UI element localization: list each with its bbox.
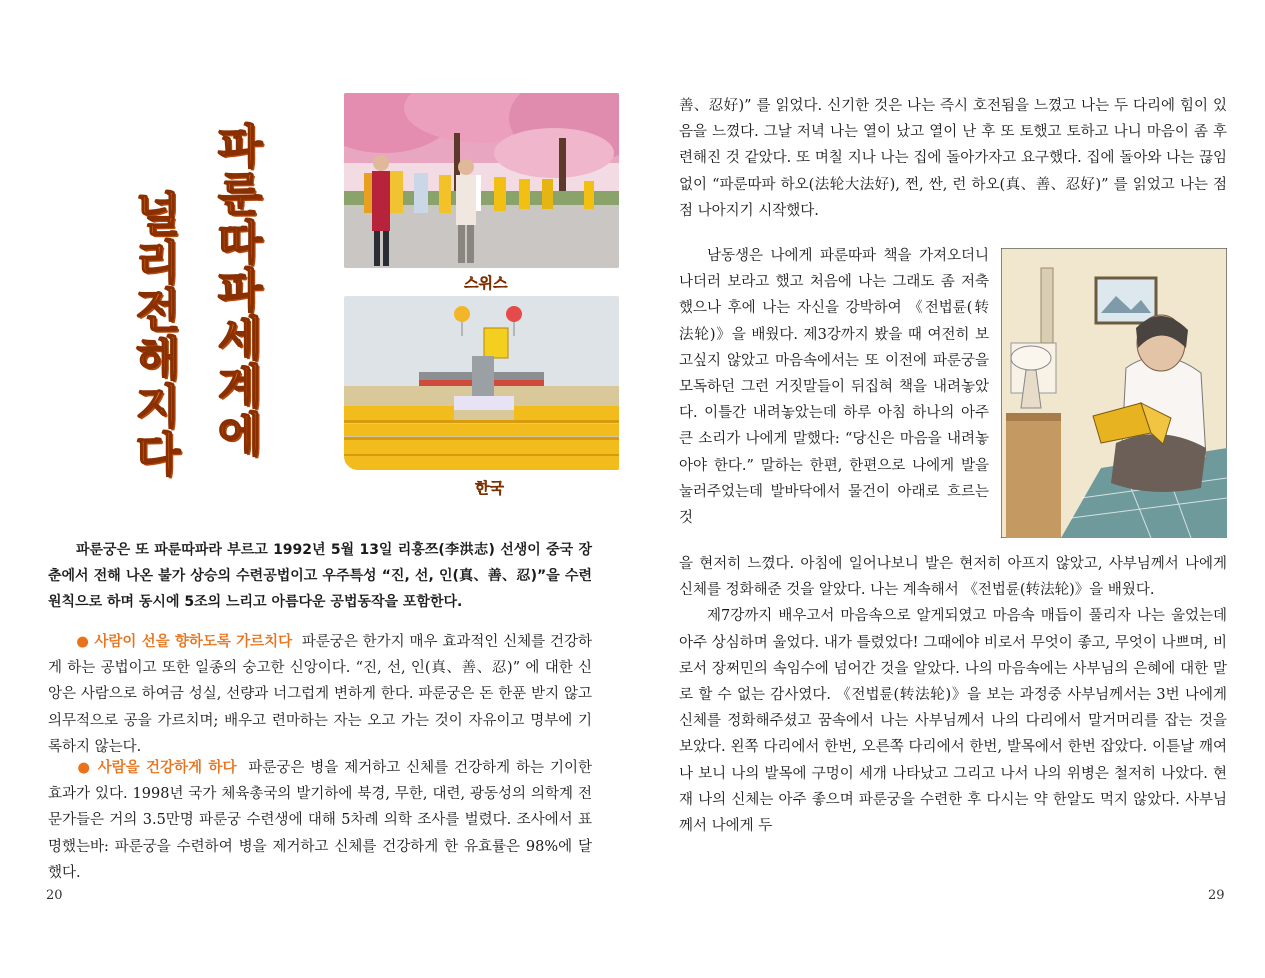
korea-photo (344, 296, 619, 470)
page-number-left: 20 (46, 888, 63, 903)
story-last-text: 제7강까지 배우고서 마음속으로 알게되였고 마음속 매듭이 풀리자 나는 울었는데 아주 상심하며 울었다. 내가 틀렸었다! 그때에야 비로서 무엇이 좋고, 무엇이 나쁘며, 비로서 장쩌민의 속임수에 넘어간 것을 알았다. 나의 마음속에는 사부님의 은혜에 대한 말로 할 수 없는 감사였다. 《전법륜(转法轮)》을 보는 과정중 사부님께서는 3번 나에게 신체를 정화해주셨고 꿈속에서 나는 사부님께서 나의 다리에서 말거머리를 잡는 것을 보았다. 왼쪽 다리에서 한번, 오른쪽 다리에서 한번, 발목에서 한번 잡았다. 이튿날 깨여나 보니 나의 발목에 구멍이 세개 나타났고 그리고 나서 나의 위병은 철저히 나았다. 현재 나의 신체는 아주 좋으며 파룬궁을 수련한 후 다시는 약 한알도 먹지 않았다. 사부님께서 나에게 두 (679, 608, 1227, 835)
bullet-icon: ● (76, 759, 98, 776)
section1-text: 파룬궁은 한가지 매우 효과적인 신체를 건강하게 하는 공법이고 또한 일종의 숭고한 신앙이다. “진, 선, 인(真、善、忍)” 에 대한 신앙은 사람으로 하여금 성실, 선량과 너그럽게 변하게 한다. 파룬궁은 돈 한푼 받지 않고 의무적으로 공을 가르치며; 배우고 련마하는 자는 오고 가는 것이 자유이고 명부에 기록하지 않는다. (48, 634, 593, 755)
switzerland-caption: 스위스 (464, 274, 508, 292)
title-line-2: 널리전해지다 (128, 190, 182, 478)
switzerland-photo (344, 93, 619, 268)
story-paragraph-top: 善、忍好)” 를 읽었다. 신기한 것은 나는 즉시 호전됨을 느꼈고 나는 두 다리에 힘이 있음을 느꼈다. 그날 저녁 나는 열이 났고 열이 난 후 또 토했고 토하고 나니 마음이 좀 후련해진 것 같았다. 또 며칠 지나 나는 집에 돌아가자고 요구했다. 집에 돌아와 나는 끊임없이 “파룬따파 하오(法轮大法好), 쩐, 싼, 런 하오(真、善、忍好)” 를 읽었고 나는 점점 나아지기 시작했다. (679, 98, 1227, 219)
right-page (633, 0, 1265, 978)
page-number-right: 29 (1208, 888, 1225, 903)
korea-caption: 한국 (475, 479, 504, 497)
story-continue-text: 을 현저히 느꼈다. 아침에 일어나보니 발은 현저히 아프지 않았고, 사부님께서 나에게 신체를 정화해준 것을 알았다. 나는 계속해서 《전법륜(转法轮)》을 배웠다. (679, 556, 1227, 599)
section-health (48, 755, 592, 886)
section2-text: 파룬궁은 병을 제거하고 신체를 건강하게 하는 기이한 효과가 있다. 1998년 국가 체육총국의 발기하에 북경, 무한, 대련, 광동성의 의학계 전문가들은 거의 3.5만명 파룬궁 수련생에 대해 5차례 의학 조사를 벌렸다. 조사에서 표명했는바: 파룬궁을 수련하여 병을 제거하고 신체를 건강하게 한 유효률은 98%에 달했다. (48, 760, 593, 881)
story-beside-text: 남동생은 나에게 파룬따파 책을 가져오더니 나더러 보라고 했고 처음에 나는 그래도 좀 저축했으나 후에 나는 자신을 강박하여 《전법륜(转法轮)》을 배웠다. 제3강까지 봤을 때 여전히 보고싶지 않았고 마음속에서는 또 이전에 파룬궁을 모독하던 그런 거짓말들이 뒤집혀 책을 내려놓았다. 이틀간 내려놓았는데 하루 아침 하나의 아주 큰 소리가 나에게 말했다: “당신은 마음을 내려놓아야 한다.” 말하는 한편, 한편으로 나에게 발을 눌러주었는데 발바닥에서 물건이 아래로 흐르는 것 (679, 248, 989, 527)
intro-paragraph (48, 537, 592, 616)
reading-woman-illustration (1001, 248, 1227, 538)
story-paragraph-continue (679, 551, 1227, 839)
section2-heading: 사람을 건강하게 하다 (97, 760, 237, 776)
story-paragraph-beside-illustration (679, 243, 989, 531)
left-page (0, 0, 632, 978)
section-teach-goodness (48, 629, 592, 760)
intro-text: 파룬궁은 또 파룬따파라 부르고 1992년 5월 13일 리훙쯔(李洪志) 선생이 중국 장춘에서 전해 나온 불가 상승의 수련공법이고 우주특성 “진, 선, 인(真、善、忍)”을 수련원칙으로 하며 동시에 5조의 느리고 아름다운 공법동작을 포함한다. (48, 542, 592, 611)
section1-heading: 사람이 선을 향하도록 가르치다 (94, 634, 293, 650)
bullet-icon: ● (76, 633, 95, 650)
title-line-1: 파룬따파세계에 (210, 122, 264, 458)
